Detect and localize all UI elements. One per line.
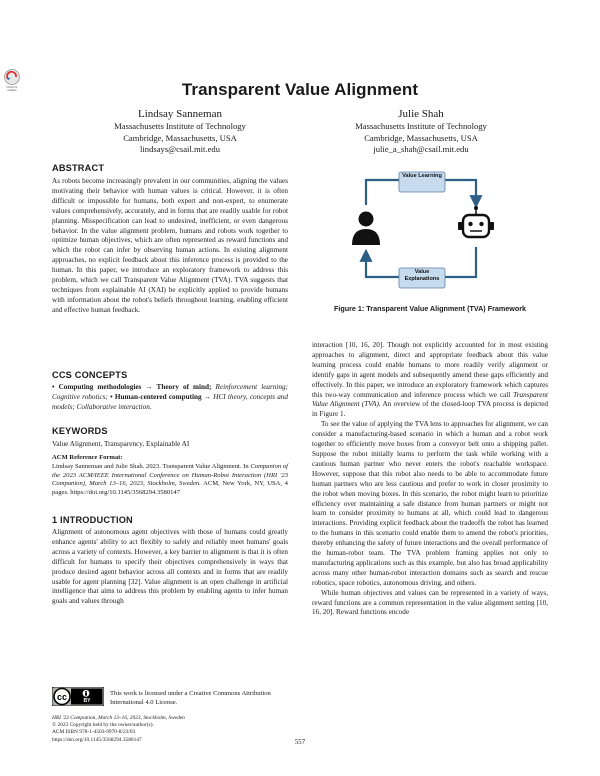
paper-title: Transparent Value Alignment <box>181 80 419 99</box>
paragraph-1: interaction [10, 16, 20]. Though not explicitly accounted for in most existing approaches to alignment, direct and appropriate feedback about this value learning process could enable humans to more readily verify alignment or identify gaps in agent models and subsequently amend these gaps efficiently and effectively. In this paper, we introduce an exploratory framework which captures this two-way communication and inference process which we call <box>312 341 548 399</box>
ccs-concepts <box>52 383 288 413</box>
license-text: This work is licensed under a Creative Commons Attribution International 4.0 License. <box>110 690 271 706</box>
paragraph-3: While human objectives and values can be represented in a variety of ways, reward functions are a common representation in the value alignment setting [10, 16, 20]. Reward functions encode <box>312 588 548 617</box>
cc-label: cc <box>56 691 67 702</box>
keywords-text: Value Alignment, Transparency, Explainable AI <box>52 440 190 448</box>
keywords-heading: KEYWORDS <box>52 426 108 436</box>
author-block-1 <box>60 108 300 156</box>
value-explanations-label: Value Explanations <box>404 269 440 282</box>
acm-reference-authors: Lindsay Sanneman and Julie Shah. 2023. Transparent Value Alignment. In <box>52 462 249 470</box>
tva-term: Transparent Value Alignment (TVA). <box>312 390 548 409</box>
abstract-text <box>52 177 288 316</box>
abstract-paragraph: As robots become increasingly prevalent in our communities, aligning the values motivating their behavior with human values is critical. However, it is often difficult or impossible for humans, both expert and non-expert, to enumerate values comprehensively, accurately, and in forms that are readily usable for robot planning. Misspecification can lead to undesired, inefficient, or even dangerous behavior. In the value alignment problem, humans and robots work together to optimize human objectives, which are often represented as reward functions and which the robot can infer by observing human actions. In existing alignment approaches, no explicit feedback about this inference process is provided to the human. In this paper, we introduce an exploratory framework to address this problem, which we call Transparent Value Alignment (TVA). TVA suggests that techniques from explainable AI (XAI) be explicitly applied to provide humans with information about the robot's beliefs throughout learning, enabling efficient and effective human feedback. <box>52 177 288 314</box>
ccs-item-2: • Human-centered computing → <box>110 392 212 401</box>
abstract-heading: ABSTRACT <box>52 163 105 173</box>
acm-reference-venue: Companion of the 2023 ACM/IEEE International Conference on Human-Robot Interaction (HRI '23 Companion), March 13–16, 2023, Stockholm, Sweden. <box>52 462 288 488</box>
introduction-paragraph: Alignment of autonomous agent objectives with those of humans could greatly enhance agents' ability to act flexibly to safely and reliably meet humans' goals across a variety of contexts. However, a key barrier to alignment is that it is often difficult for humans to specify their objectives comprehensively in ways that produce desired agent behavior across all contexts and in forms that are readily usable for agent planning [32]. Value alignment is an open challenge in artificial intelligence that aims to address this problem by enabling agents to infer human goals and values through <box>52 528 288 606</box>
paragraph-2: To see the value of applying the TVA lens to approaches for alignment, we can consider a manufacturing-based scenario in which a human and a robot work together to efficiently move boxes from a conveyor belt onto a shipping pallet. Suppose the robot initially learns to perform the task while working with a cautious human partner who never enters the robot's reachable workspace. However, suppose that this robot also needs to be able to accommodate future human partners who are less cautious and prefer to work in closer proximity to the robot when moving boxes. In this scenario, the robot might learn to prioritize efficiency over maintaining a safe distance from human partners or might not learn to consider proximity to humans at all, which could lead to dangerous interactions. Providing explicit feedback about the tradeoffs the robot has learned to the humans in this scenario could enable them to amend the robot's priorities, thereby enhancing the safety of future interactions and the overall performance of the human-robot team. The TVA problem framing applies not only to manufacturing applications such as this example, but also has broad applicability across many other human-robot interaction domains such as search and rescue robotics, space robotics, autonomous driving, and others. <box>312 420 548 587</box>
footer-isbn: ACM ISBN 978-1-4503-9970-8/23/03. <box>52 729 137 736</box>
footer-doi[interactable]: https://doi.org/10.1145/3568294.3580147 <box>52 736 142 743</box>
author-name: Lindsay Sanneman <box>137 108 222 120</box>
ccs-item-1: • Computing methodologies → Theory of mind; <box>52 383 212 391</box>
right-column-text <box>312 341 548 618</box>
cc-by-license-logo[interactable] <box>52 687 104 706</box>
author-location: Cambridge, Massachusetts, USA <box>364 132 478 143</box>
page-number: 557 <box>294 739 306 746</box>
author-block-2 <box>301 108 541 156</box>
author-name: Julie Shah <box>398 108 444 120</box>
author-affiliation: Massachusetts Institute of Technology <box>355 121 487 131</box>
figure-caption: Figure 1: Transparent Value Alignment (TVA) Framework <box>333 304 527 313</box>
robot-icon <box>458 206 494 237</box>
footer-copyright: © 2023 Copyright held by the owner/author(s). <box>52 722 154 729</box>
value-learning-label: Value Learning <box>402 173 442 179</box>
tva-framework-figure <box>344 167 500 291</box>
human-icon <box>352 212 380 246</box>
acm-reference-heading: ACM Reference Format: <box>52 454 123 461</box>
author-affiliation: Massachusetts Institute of Technology <box>114 121 246 131</box>
introduction-heading: 1 INTRODUCTION <box>52 515 133 525</box>
acm-reference-doi[interactable]: ACM, New York, NY, USA, 4 pages. https://doi.org/10.1145/3568294.3580147 <box>52 480 288 497</box>
badge-text: Check for updates <box>6 86 18 92</box>
author-email[interactable]: julie_a_shah@csail.mit.edu <box>373 144 469 154</box>
by-label: BY <box>83 698 91 704</box>
author-location: Cambridge, Massachusetts, USA <box>123 132 237 143</box>
ccs-heading: CCS CONCEPTS <box>52 370 128 380</box>
paragraph-1-end: An overview of the closed-loop TVA process is depicted in Figure 1. <box>312 400 549 419</box>
acm-reference <box>52 454 288 498</box>
author-email[interactable]: lindsays@csail.mit.edu <box>140 144 220 154</box>
footer-venue: HRI '23 Companion, March 13–16, 2023, Stockholm, Sweden <box>52 715 185 721</box>
ccs-item-2-detail: HCI theory, concepts and models; Collaborative interaction. <box>52 392 288 411</box>
ccs-item-1-detail: Reinforcement learning; Cognitive robotics; <box>52 383 288 401</box>
introduction-text <box>52 528 288 607</box>
